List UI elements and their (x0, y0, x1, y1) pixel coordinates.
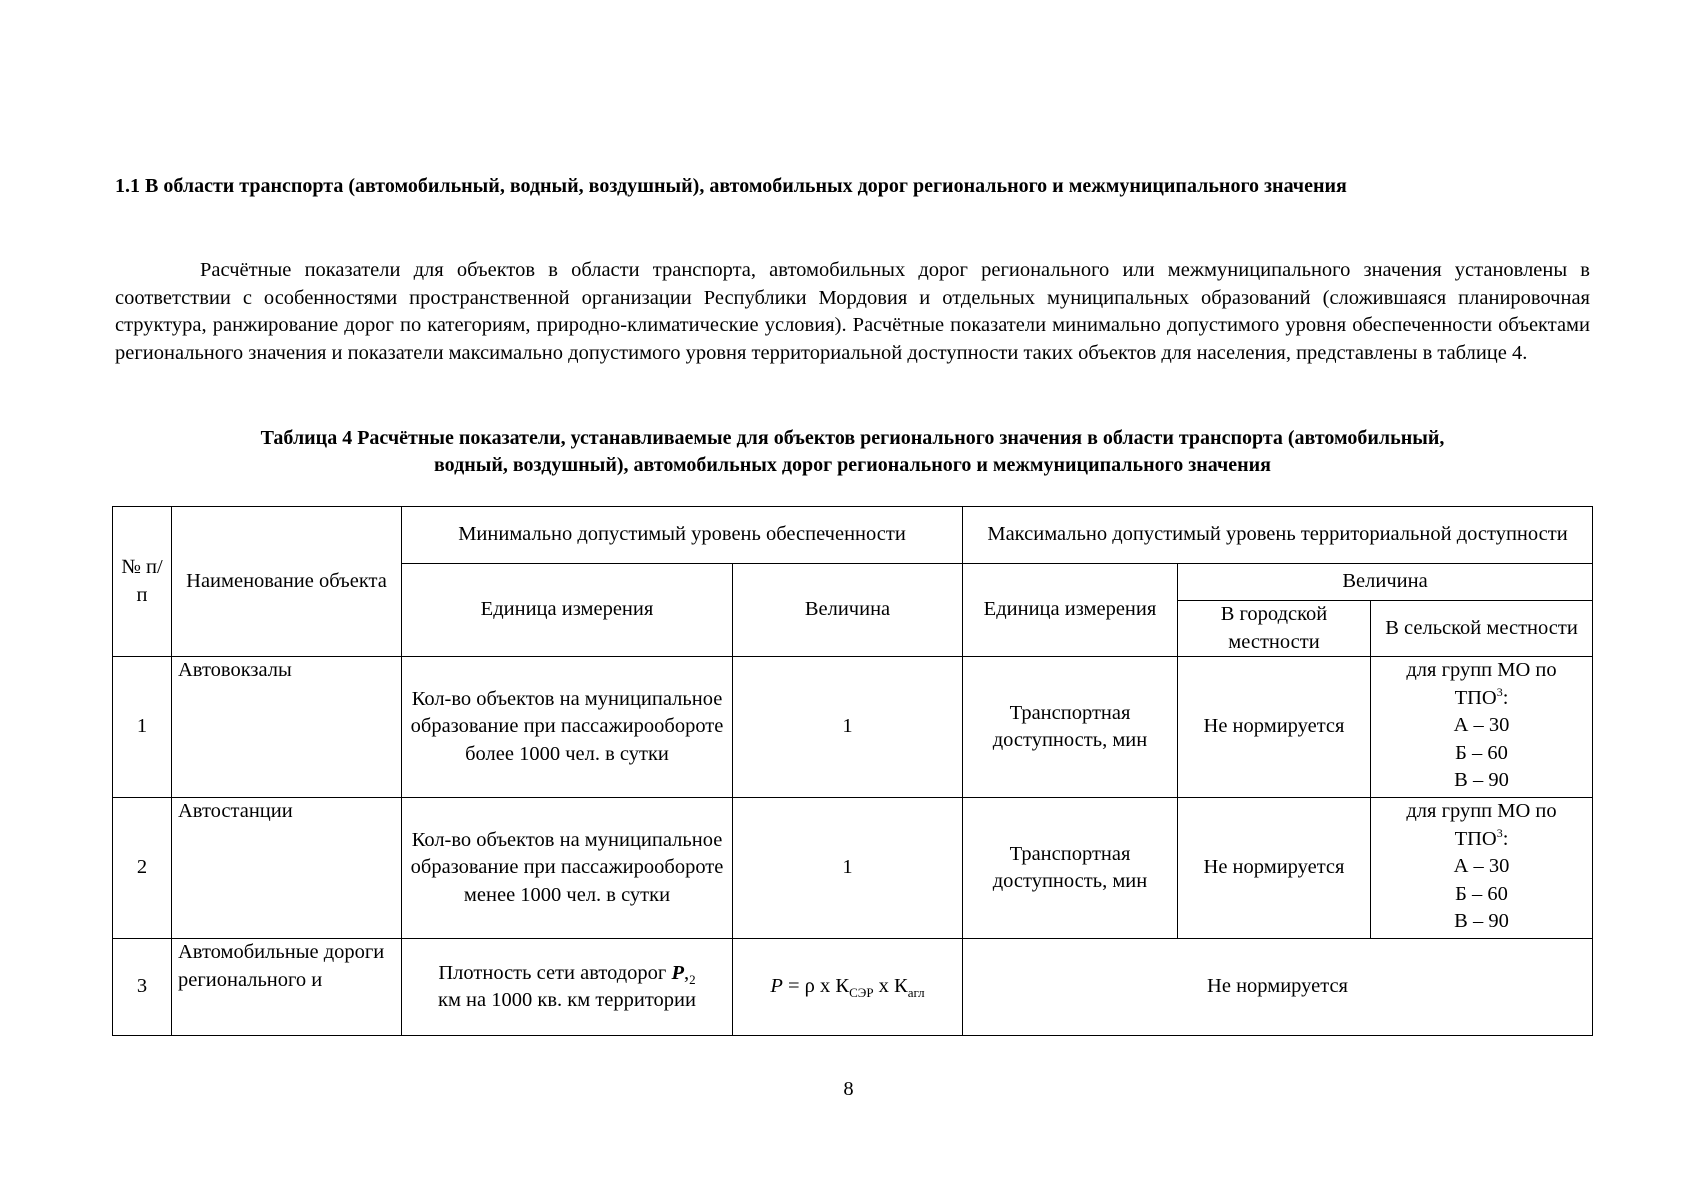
intro-paragraph: Расчётные показатели для объектов в области транспорта, автомобильных дорог регионального или межмуниципального значения установлены в соответствии с особенностями пространственной организации Республики Мордовия и отдельных муниципальных образований (сложившаяся планировочная структура, ранжирование дорог по категориям, природно-климатические условия). Расчётные показатели минимально допустимого уровня обеспеченности объектами регионального значения и показатели максимально допустимого уровня территориальной доступности таких объектов для населения, представлены в таблице 4. (115, 259, 1590, 364)
header-unit-max: Единица измерения (963, 564, 1178, 657)
table-caption-line-1: Таблица 4 Расчётные показатели, устанавливаемые для объектов регионального значения в области транспорта (автомобильный, (260, 427, 1445, 449)
table-row (113, 657, 1593, 798)
header-value-max: Величина (1178, 564, 1593, 601)
indicators-table (112, 506, 1593, 1036)
row-value-min: 1 (733, 657, 963, 798)
row-unit-max: Транспортная доступность, мин (963, 798, 1178, 939)
row-name: Автостанции (172, 798, 402, 939)
row-urban: Не нормируется (1178, 798, 1371, 939)
row-rural (1371, 798, 1593, 939)
table-caption-line-2: водный, воздушный), автомобильных дорог регионального и межмуниципального значения (434, 454, 1271, 476)
header-urban: В городской местности (1178, 601, 1371, 657)
header-max-level: Максимально допустимый уровень территориальной доступности (963, 507, 1593, 564)
table-row (113, 798, 1593, 939)
row-num: 2 (113, 798, 172, 939)
rural-group-v: В – 90 (1454, 769, 1509, 791)
row-unit-min: Кол-во объектов на муниципальное образование при пассажирообороте менее 1000 чел. в сутки (402, 798, 733, 939)
row-unit-min: Плотность сети автодорог $P,_2$ км на 1000 кв. км территории (402, 939, 733, 1036)
row-num: 3 (113, 939, 172, 1036)
header-min-level: Минимально допустимый уровень обеспеченности (402, 507, 963, 564)
header-num: № п/п (113, 507, 172, 657)
rural-group-a: А – 30 (1453, 714, 1510, 736)
rural-group-v: В – 90 (1454, 910, 1509, 932)
row-unit-max: Транспортная доступность, мин (963, 657, 1178, 798)
row-name: Автомобильные дороги регионального и (172, 939, 402, 1036)
table-row (113, 939, 1593, 1036)
rural-group-b: Б – 60 (1455, 741, 1508, 764)
row-unit-min: Кол-во объектов на муниципальное образование при пассажирообороте более 1000 чел. в сутки (402, 657, 733, 798)
page-number: 8 (843, 1078, 854, 1100)
row-rural (1371, 657, 1593, 798)
row-num: 1 (113, 657, 172, 798)
header-rural: В сельской местности (1371, 601, 1593, 657)
header-row-1 (113, 507, 1593, 564)
rural-group-b: Б – 60 (1455, 882, 1508, 905)
row-not-normed: Не нормируется (963, 939, 1593, 1036)
rural-group-heading: для групп МО по ТПО$^3$: (1406, 800, 1557, 850)
header-name: Наименование объекта (172, 507, 402, 657)
row-urban: Не нормируется (1178, 657, 1371, 798)
section-heading: 1.1 В области транспорта (автомобильный, водный, воздушный), автомобильных дорог регионального и межмуниципального значения (115, 175, 1347, 197)
header-value-min: Величина (733, 564, 963, 657)
table-caption (115, 425, 1590, 479)
row-formula: P = ρ x $К_{СЭР}$ x $К_{агл}$ (733, 939, 963, 1036)
header-unit-min: Единица измерения (402, 564, 733, 657)
row-name: Автовокзалы (172, 657, 402, 798)
rural-group-heading: для групп МО по ТПО$^3$: (1406, 659, 1557, 709)
row-value-min: 1 (733, 798, 963, 939)
rural-group-a: А – 30 (1453, 855, 1510, 877)
